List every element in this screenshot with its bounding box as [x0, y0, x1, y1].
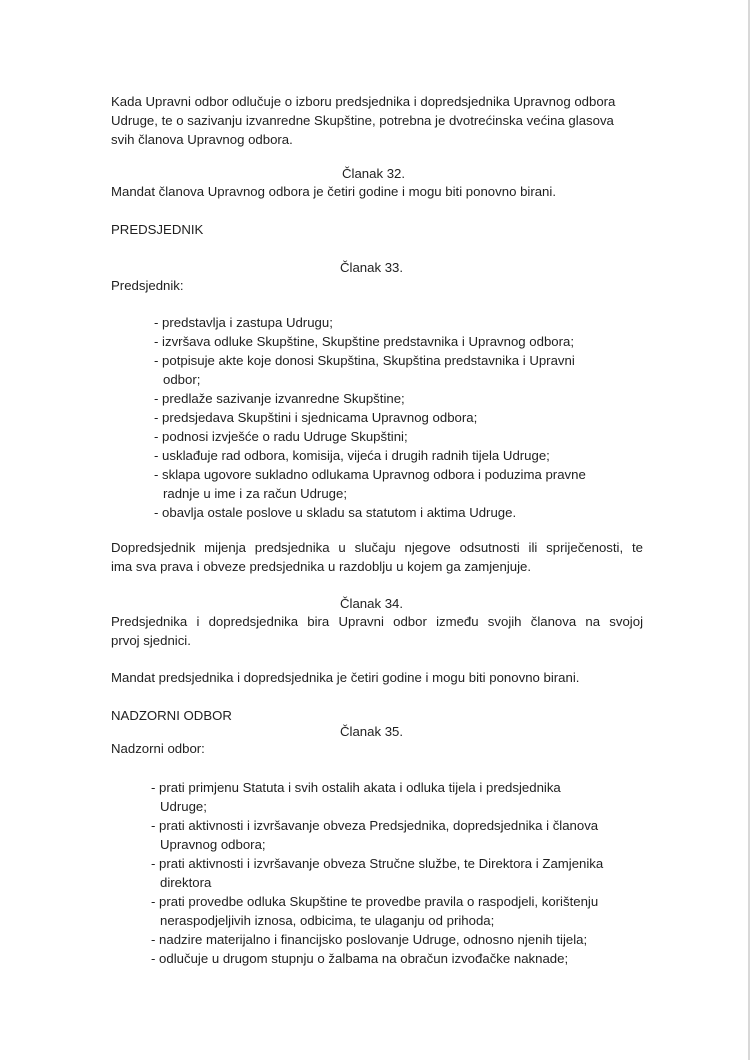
article-35-heading: Članak 35.: [340, 724, 404, 739]
list-item: - sklapa ugovore sukladno odlukama Upravnog odbora i poduzima pravne: [154, 467, 586, 482]
list-item-continuation: Upravnog odbora;: [160, 837, 266, 852]
article-34-heading: Članak 34.: [340, 596, 404, 611]
list-item: - prati aktivnosti i izvršavanje obveza Stručne službe, te Direktora i Zamjenika: [151, 856, 604, 871]
predsjednik-label: Predsjednik:: [111, 278, 184, 293]
nadzorni-label: Nadzorni odbor:: [111, 741, 205, 756]
text-line: Udruge, te o sazivanju izvanredne Skupštine, potrebna je dvotrećinska većina glasova: [111, 113, 614, 128]
article-33-heading: Članak 33.: [340, 260, 404, 275]
list-item: - potpisuje akte koje donosi Skupština, Skupština predstavnika i Upravni: [154, 353, 575, 368]
list-item: - usklađuje rad odbora, komisija, vijeća i drugih radnih tijela Udruge;: [154, 448, 550, 463]
section-heading-predsjednik: PREDSJEDNIK: [111, 222, 204, 237]
article-34-text: [111, 612, 643, 650]
paragraph-top: [111, 92, 643, 149]
list-item-continuation: odbor;: [163, 372, 201, 387]
article-34-mandate: Mandat predsjednika i dopredsjednika je četiri godine i mogu biti ponovno birani.: [111, 670, 580, 685]
section-heading-nadzorni: NADZORNI ODBOR: [111, 708, 232, 723]
list-item: - predstavlja i zastupa Udrugu;: [154, 315, 333, 330]
list-item: - prati primjenu Statuta i svih ostalih akata i odluka tijela i predsjednika: [151, 780, 561, 795]
text-line: Dopredsjednik mijenja predsjednika u slučaju njegove odsutnosti ili spriječenosti, te: [111, 540, 643, 555]
text-line: prvoj sjednici.: [111, 633, 191, 648]
list-item: - predlaže sazivanje izvanredne Skupštine;: [154, 391, 405, 406]
list-item: - odlučuje u drugom stupnju o žalbama na obračun izvođačke naknade;: [151, 951, 569, 966]
list-item-continuation: direktora: [160, 875, 212, 890]
list-item: - obavlja ostale poslove u skladu sa statutom i aktima Udruge.: [154, 505, 517, 520]
text-line: ima sva prava i obveze predsjednika u razdoblju u kojem ga zamjenjuje.: [111, 559, 532, 574]
text-line: svih članova Upravnog odbora.: [111, 132, 293, 147]
list-item: - podnosi izvješće o radu Udruge Skupštini;: [154, 429, 408, 444]
list-item: - predsjedava Skupštini i sjednicama Upravnog odbora;: [154, 410, 478, 425]
list-item: - izvršava odluke Skupštine, Skupštine predstavnika i Upravnog odbora;: [154, 334, 575, 349]
article-35-list: [151, 778, 631, 968]
list-item: - prati provedbe odluka Skupštine te provedbe pravila o raspodjeli, korištenju: [151, 894, 599, 909]
list-item-continuation: Udruge;: [160, 799, 207, 814]
article-32-heading: Članak 32.: [342, 166, 406, 181]
text-line: Kada Upravni odbor odlučuje o izboru predsjednika i dopredsjednika Upravnog odbora: [111, 94, 616, 109]
article-33-list: [154, 313, 634, 522]
paragraph-dopredsjednik: [111, 538, 643, 576]
list-item-continuation: neraspodjeljivih iznosa, odbicima, te ulaganju od prihoda;: [160, 913, 495, 928]
list-item: - prati aktivnosti i izvršavanje obveza Predsjednika, dopredsjednika i članova: [151, 818, 599, 833]
list-item-continuation: radnje u ime i za račun Udruge;: [163, 486, 347, 501]
article-32-text: Mandat članova Upravnog odbora je četiri godine i mogu biti ponovno birani.: [111, 184, 556, 199]
list-item: - nadzire materijalno i financijsko poslovanje Udruge, odnosno njenih tijela;: [151, 932, 588, 947]
text-line: Predsjednika i dopredsjednika bira Upravni odbor između svojih članova na svojoj: [111, 614, 643, 629]
